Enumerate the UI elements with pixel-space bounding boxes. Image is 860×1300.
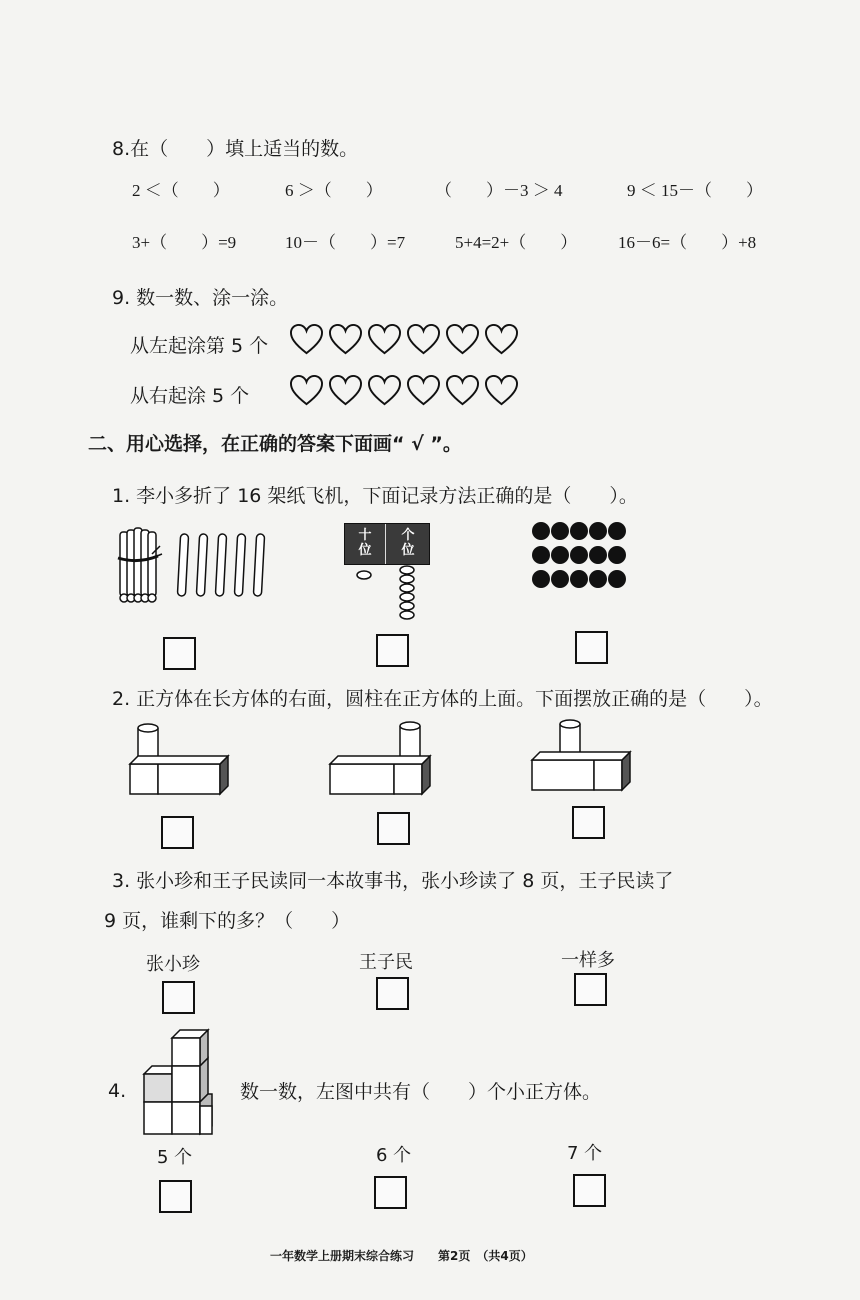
- heart-icon[interactable]: [290, 374, 323, 407]
- q9-row1-label: 从左起涂第 5 个: [130, 335, 269, 357]
- heart-icon[interactable]: [446, 374, 479, 407]
- q8-blank-3[interactable]: （ ）－3 ＞ 4: [435, 181, 563, 200]
- heart-row-1: [290, 323, 518, 356]
- p4-number: 4.: [108, 1080, 127, 1102]
- p4-answer-box-b[interactable]: [374, 1176, 407, 1209]
- arrangement-a-icon: [128, 720, 233, 796]
- p4-option-c: 7 个: [567, 1143, 603, 1164]
- q8-blank-5[interactable]: 3+（ ）=9: [132, 233, 237, 252]
- p1-question: 1. 李小多折了 16 架纸飞机，下面记录方法正确的是（ ）。: [112, 485, 638, 507]
- heart-icon[interactable]: [290, 323, 323, 356]
- p4-question: 数一数，左图中共有（ ）个小正方体。: [240, 1081, 602, 1103]
- cubes-stack-icon: [136, 1028, 218, 1140]
- p3-option-c: 一样多: [561, 950, 615, 971]
- q8-blank-8[interactable]: 16－6=（ ）+8: [618, 233, 757, 252]
- p3-question-line1: 3. 张小珍和王子民读同一本故事书，张小珍读了 8 页，王子民读了: [112, 870, 674, 892]
- heart-icon[interactable]: [407, 323, 440, 356]
- tens-column: [345, 524, 386, 564]
- p3-answer-box-a[interactable]: [162, 981, 195, 1014]
- p2-answer-box-c[interactable]: [572, 806, 605, 839]
- q8-title: 8.在（ ）填上适当的数。: [112, 138, 359, 160]
- p3-option-b: 王子民: [359, 952, 413, 973]
- ones-label: 个: [401, 528, 415, 543]
- heart-icon[interactable]: [329, 323, 362, 356]
- heart-icon[interactable]: [485, 374, 518, 407]
- p3-question-line2: 9 页，谁剩下的多？（ ）: [104, 910, 351, 932]
- tens-label: 十: [358, 528, 372, 543]
- p1-answer-box-b[interactable]: [376, 634, 409, 667]
- dots-grid-icon: [530, 520, 630, 590]
- p2-question: 2. 正方体在长方体的右面，圆柱在正方体的上面。下面摆放正确的是（ ）。: [112, 688, 773, 710]
- q8-blank-4[interactable]: 9 ＜ 15－（ ）: [627, 181, 763, 200]
- q8-blank-1[interactable]: 2 ＜（ ）: [132, 181, 230, 200]
- q9-row2-label: 从右起涂 5 个: [130, 385, 250, 407]
- p4-answer-box-c[interactable]: [573, 1174, 606, 1207]
- p2-answer-box-a[interactable]: [161, 816, 194, 849]
- p4-answer-box-a[interactable]: [159, 1180, 192, 1213]
- heart-icon[interactable]: [407, 374, 440, 407]
- heart-icon[interactable]: [368, 323, 401, 356]
- q8-blank-7[interactable]: 5+4=2+（ ）: [455, 233, 578, 252]
- q9-title: 9. 数一数、涂一涂。: [112, 287, 289, 309]
- p1-answer-box-a[interactable]: [163, 637, 196, 670]
- section2-title: 二、用心选择，在正确的答案下面画“ √ ”。: [88, 433, 462, 455]
- heart-icon[interactable]: [485, 323, 518, 356]
- q8-blank-6[interactable]: 10－（ ）=7: [285, 233, 406, 252]
- p1-answer-box-c[interactable]: [575, 631, 608, 664]
- heart-row-2: [290, 374, 518, 407]
- p3-answer-box-b[interactable]: [376, 977, 409, 1010]
- arrangement-b-icon: [328, 718, 433, 796]
- p4-option-a: 5 个: [157, 1147, 193, 1168]
- tens-label-2: 位: [358, 543, 372, 558]
- arrangement-c-icon: [530, 718, 635, 794]
- ones-label-2: 位: [401, 543, 415, 558]
- p3-option-a: 张小珍: [146, 954, 200, 975]
- p4-option-b: 6 个: [376, 1145, 412, 1166]
- p2-answer-box-b[interactable]: [377, 812, 410, 845]
- abacus-beads-icon: [344, 564, 428, 628]
- place-value-chart: [344, 523, 430, 565]
- p3-answer-box-c[interactable]: [574, 973, 607, 1006]
- heart-icon[interactable]: [446, 323, 479, 356]
- page-footer: 一年数学上册期末综合练习 第2页 （共4页）: [270, 1249, 533, 1263]
- ones-column: [387, 524, 429, 564]
- sticks-bundle-icon: [112, 528, 277, 606]
- q8-blank-2[interactable]: 6 ＞（ ）: [285, 181, 383, 200]
- heart-icon[interactable]: [368, 374, 401, 407]
- heart-icon[interactable]: [329, 374, 362, 407]
